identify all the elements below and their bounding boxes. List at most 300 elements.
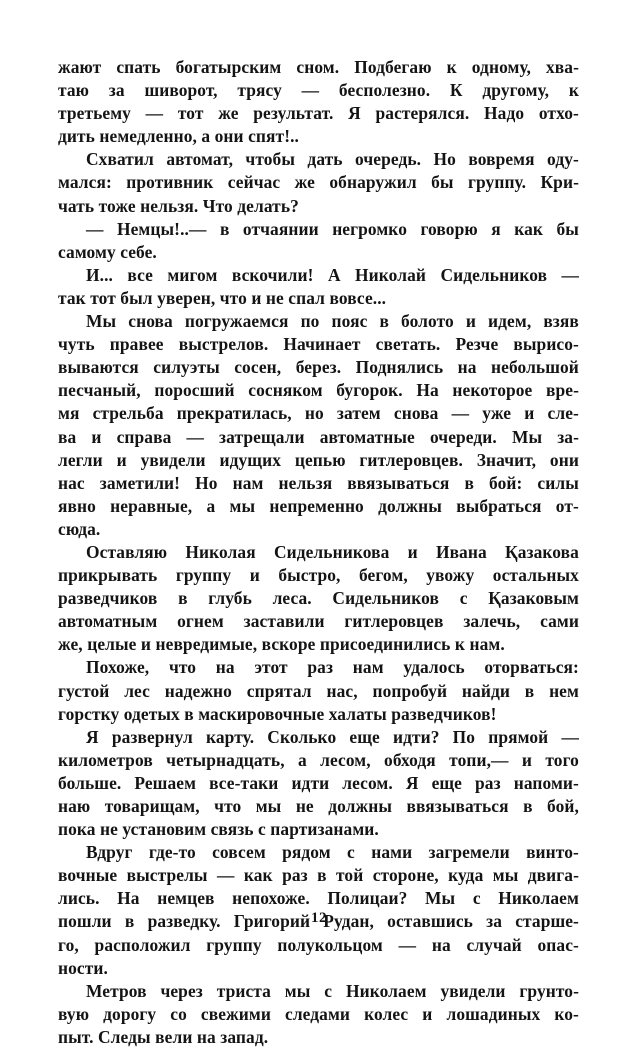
text-line: так тот был уверен, что и не спал вовсе...	[58, 287, 387, 308]
word: Но	[195, 472, 218, 493]
word: заметили!	[99, 472, 181, 493]
word: ввязываться	[347, 472, 450, 493]
word: нас,	[326, 680, 358, 701]
word: разведчиков	[58, 588, 158, 609]
text-line	[58, 356, 579, 379]
word: мы	[492, 865, 519, 886]
word: на	[457, 357, 477, 378]
word: песчаный,	[58, 380, 141, 401]
word: увидели	[140, 449, 206, 470]
word: Сидельников	[332, 588, 440, 609]
word: гитлеровцев	[344, 611, 444, 632]
word: негромко	[332, 218, 407, 239]
word: силы	[537, 472, 579, 493]
paragraph	[58, 310, 579, 541]
word: топи,—	[449, 749, 509, 770]
word: Николая	[185, 541, 256, 562]
text-line	[58, 749, 579, 772]
word: попробуй	[372, 680, 448, 701]
word: мы	[284, 980, 311, 1001]
word: Схватил	[86, 149, 154, 170]
word: —	[86, 218, 104, 239]
word: —	[561, 726, 579, 747]
word: Решаем	[134, 772, 197, 793]
paragraph	[58, 56, 579, 148]
word: По	[452, 726, 476, 747]
word: оду-	[547, 149, 579, 170]
word: и	[91, 426, 102, 447]
word: Резче	[455, 334, 499, 355]
word: выбраться	[456, 495, 542, 516]
word: трясу	[237, 80, 282, 101]
word: они	[549, 449, 579, 470]
word: болото	[401, 311, 454, 332]
text-line	[58, 587, 579, 610]
word: товарищам,	[104, 796, 200, 816]
word: Начинает	[283, 334, 361, 355]
word: правее	[109, 334, 164, 355]
word: группу	[206, 934, 262, 955]
word: стрельба	[92, 403, 164, 424]
word: хва-	[546, 57, 579, 77]
word: но	[304, 403, 324, 424]
word: Надо	[484, 103, 525, 124]
word: мя	[58, 403, 80, 424]
word: а	[297, 749, 307, 770]
word: напоми-	[513, 772, 579, 793]
word: идем,	[488, 311, 532, 332]
word: полукольцом	[277, 934, 383, 955]
word: раз	[307, 657, 334, 678]
word: А	[327, 264, 341, 285]
word: говорю	[420, 218, 478, 239]
word: На	[117, 888, 140, 909]
word: удалось	[403, 657, 465, 678]
word: непременно	[269, 495, 364, 516]
word: расположил	[94, 934, 191, 955]
word: четырнадцать,	[166, 749, 285, 770]
word: за	[108, 80, 125, 101]
text-line	[58, 680, 579, 703]
word: развернул	[111, 726, 193, 747]
paragraph	[58, 148, 579, 217]
word: нас	[58, 472, 85, 493]
word: в	[317, 865, 327, 886]
word: же	[218, 103, 239, 124]
word: выстрелов.	[178, 334, 269, 355]
text-line	[58, 102, 579, 125]
word: Но	[433, 149, 456, 170]
word: глубь	[208, 588, 252, 609]
word: Қазаковым	[488, 588, 579, 609]
word: вую	[58, 1003, 90, 1024]
word: что	[168, 657, 197, 678]
word: и	[116, 449, 127, 470]
word: больше.	[58, 772, 122, 793]
word: прямой	[488, 726, 549, 747]
word: уже	[482, 403, 512, 424]
word: как	[514, 218, 544, 239]
text-line: чать тоже нельзя. Что делать?	[58, 195, 299, 216]
word: снова	[393, 403, 439, 424]
word: немцев	[157, 888, 215, 909]
word: нам	[352, 657, 384, 678]
text-line	[58, 379, 579, 402]
word: нам	[232, 472, 264, 493]
word: сном.	[296, 57, 340, 77]
word: с	[324, 980, 333, 1001]
word: лесом,	[320, 749, 371, 770]
word: прикрывать	[58, 565, 158, 586]
page-number: 12	[311, 910, 327, 926]
word: —	[451, 403, 470, 424]
word: вскочили!	[231, 264, 314, 285]
text-line: пока не установим связь с партизанами.	[58, 819, 379, 840]
word: Метров	[86, 980, 147, 1001]
text-line	[58, 772, 579, 795]
word: Сидельникова	[273, 541, 390, 562]
word: должны	[378, 495, 442, 516]
text-line: горстку одетых в маскировочные халаты разведчиков!	[58, 703, 497, 724]
word: километров	[58, 749, 153, 770]
word: светать.	[375, 334, 441, 355]
word: следами	[285, 1003, 351, 1024]
word: Похоже,	[86, 657, 150, 678]
word: бы	[556, 218, 579, 239]
word: в	[464, 472, 474, 493]
text-line	[58, 218, 579, 241]
word: выстрелы	[126, 865, 208, 886]
word: —	[561, 264, 579, 285]
word: колес	[364, 1003, 409, 1024]
word: неравные,	[110, 495, 193, 516]
word: некоторое	[452, 380, 533, 401]
word: мы	[255, 796, 282, 816]
paragraph	[58, 541, 579, 656]
word: ввязываться	[406, 796, 509, 816]
word: и	[524, 403, 535, 424]
text-line	[58, 1003, 579, 1026]
word: лесом.	[342, 772, 393, 793]
word: обнаружил	[329, 172, 417, 193]
word: отхо-	[538, 103, 579, 124]
word: по	[300, 311, 320, 332]
text-line	[58, 656, 579, 679]
word: и	[521, 749, 533, 770]
text-line: пыт. Следы вели на запад.	[58, 1026, 269, 1047]
word: с	[459, 588, 468, 609]
word: —	[217, 865, 235, 886]
word: богатырским	[175, 57, 282, 77]
word: я	[491, 218, 501, 239]
word: где-то	[148, 842, 196, 863]
word: Поднялись	[355, 357, 444, 378]
word: Подбегаю	[354, 57, 432, 77]
text-line: сюда.	[58, 518, 101, 539]
text-line	[58, 610, 579, 633]
word: дать	[307, 149, 343, 170]
word: Николай	[355, 264, 427, 285]
word: лись.	[58, 888, 100, 909]
text-line	[58, 171, 579, 194]
word: бой:	[489, 472, 523, 493]
word: еще	[349, 726, 380, 747]
text-line: ности.	[58, 957, 108, 978]
word: за-	[557, 426, 579, 447]
word: одному,	[471, 57, 531, 77]
word: двига-	[527, 865, 579, 886]
word: силуэты	[153, 357, 220, 378]
word: автоматные	[319, 426, 415, 447]
word: густой	[58, 680, 110, 701]
word: вре-	[546, 380, 579, 401]
word: этот	[254, 657, 288, 678]
word: все	[127, 264, 153, 285]
word: случай	[466, 934, 522, 955]
word: той	[336, 865, 364, 886]
word: отчаянии	[242, 218, 319, 239]
word: оторваться:	[484, 657, 579, 678]
word: дорогу	[103, 1003, 157, 1024]
text-line	[58, 795, 579, 818]
word: и	[422, 1003, 433, 1024]
word: Ивана	[435, 541, 487, 562]
word: наю	[58, 796, 91, 816]
word: вырисо-	[513, 334, 579, 355]
word: жают	[58, 57, 102, 77]
word: в	[523, 796, 533, 816]
word: легли	[58, 449, 103, 470]
word: На	[416, 380, 439, 401]
word: Григорий	[233, 911, 311, 932]
word: как	[243, 865, 273, 886]
word: гитлеровцев.	[359, 449, 463, 470]
word: —	[301, 80, 320, 101]
paragraph	[58, 264, 579, 310]
text-line	[58, 980, 579, 1003]
word: быстро,	[278, 565, 341, 586]
word: через	[160, 980, 203, 1001]
word: в	[219, 218, 230, 239]
word: спрятал	[246, 680, 312, 701]
word: все-таки	[209, 772, 279, 793]
word: винто-	[526, 842, 579, 863]
word: же	[294, 172, 315, 193]
word: Кри-	[540, 172, 579, 193]
word: в	[178, 588, 188, 609]
word: к	[446, 57, 457, 77]
word: сейчас	[227, 172, 281, 193]
word: —	[145, 103, 164, 124]
word: раз	[475, 772, 501, 793]
word: противник	[126, 172, 214, 193]
word: вываются	[58, 357, 139, 378]
word: группу.	[467, 172, 527, 193]
word: и	[465, 311, 476, 332]
word: с	[347, 842, 355, 863]
word: Қазакова	[505, 541, 579, 562]
word: мигом	[167, 264, 218, 285]
word: сосняком	[248, 380, 323, 401]
word: еще	[431, 772, 462, 793]
word: берез.	[295, 357, 342, 378]
word: небольшой	[491, 357, 579, 378]
word: третьему	[58, 103, 131, 124]
text-line	[58, 310, 579, 333]
word: группу	[175, 565, 232, 586]
word: Оставляю	[86, 541, 168, 562]
text-line	[58, 472, 579, 495]
word: пошли	[58, 911, 112, 932]
text-line	[58, 333, 579, 356]
word: леса.	[272, 588, 312, 609]
word: бесполезно.	[338, 80, 431, 101]
paragraph	[58, 656, 579, 725]
text-line	[58, 841, 579, 864]
word: прекратилась,	[176, 403, 292, 424]
word: результат.	[253, 103, 334, 124]
word: непохоже.	[232, 888, 310, 909]
word: бы	[431, 172, 454, 193]
word: к	[568, 80, 579, 101]
word: сами	[540, 611, 579, 632]
word: цепью	[294, 449, 346, 470]
word: нами	[371, 842, 413, 863]
word: что	[214, 796, 242, 816]
word: Полицаи?	[327, 888, 408, 909]
word: увидели	[440, 980, 506, 1001]
word: —	[398, 934, 417, 955]
text-line	[58, 726, 579, 749]
word: в	[379, 311, 389, 332]
word: на	[431, 934, 451, 955]
text-line	[58, 79, 579, 102]
word: а	[206, 495, 216, 516]
word: автоматным	[58, 611, 158, 632]
word: на	[215, 657, 235, 678]
word: ко-	[554, 1003, 579, 1024]
text-line	[58, 564, 579, 587]
word: затем	[336, 403, 381, 424]
word: сле-	[547, 403, 579, 424]
word: бугорок.	[336, 380, 403, 401]
paragraph	[58, 726, 579, 841]
text-line	[58, 426, 579, 449]
word: автомат,	[166, 149, 234, 170]
paragraph	[58, 980, 579, 1049]
word: Я	[86, 726, 99, 747]
word: идти?	[392, 726, 440, 747]
word: бой,	[547, 796, 579, 816]
word: затрещали	[219, 426, 305, 447]
word: совсем	[212, 842, 266, 863]
word: мы	[229, 495, 256, 516]
word: того	[545, 749, 579, 770]
text-line	[58, 148, 579, 171]
paragraph	[58, 218, 579, 264]
word: Мы	[425, 888, 456, 909]
text-line	[58, 541, 579, 564]
word: триста	[216, 980, 271, 1001]
word: загремели	[428, 842, 510, 863]
word: нем	[549, 680, 579, 701]
word: грунто-	[519, 980, 579, 1001]
word: мался:	[58, 172, 112, 193]
word: идти	[291, 772, 330, 793]
word: взяв	[543, 311, 579, 332]
text-line	[58, 402, 579, 425]
word: свежими	[200, 1003, 271, 1024]
word: оставшись	[387, 911, 473, 932]
word: таю	[58, 80, 90, 101]
word: вочные	[58, 865, 118, 886]
word: —	[186, 426, 204, 447]
word: надежно	[164, 680, 232, 701]
word: поросший	[154, 380, 235, 401]
word: чуть	[58, 334, 95, 355]
word: вовремя	[468, 149, 535, 170]
word: К	[449, 80, 463, 101]
word: Мы	[511, 426, 543, 447]
word: очередь.	[355, 149, 422, 170]
word: погружаемся	[184, 311, 289, 332]
word: стороне,	[372, 865, 439, 886]
word: И...	[86, 264, 113, 285]
word: рядом	[282, 842, 331, 863]
word: бегом,	[358, 565, 408, 586]
word: в	[524, 680, 535, 701]
word: Николаем	[345, 980, 427, 1001]
word: куда	[448, 865, 484, 886]
word: увожу	[426, 565, 475, 586]
word: другому,	[482, 80, 550, 101]
word: старше-	[515, 911, 579, 932]
text-line	[58, 864, 579, 887]
word: спать	[116, 57, 161, 77]
word: сосен,	[234, 357, 282, 378]
word: идущих	[219, 449, 282, 470]
word: с	[472, 888, 481, 909]
word: остальных	[492, 565, 579, 586]
text-line	[58, 264, 579, 287]
text-line: самому себе.	[58, 241, 157, 262]
word: лес	[124, 680, 150, 701]
word: явно	[58, 495, 96, 516]
word: го,	[58, 934, 79, 955]
word: и	[249, 565, 260, 586]
word: Значит,	[476, 449, 537, 470]
word: ва	[58, 426, 77, 447]
text-line	[58, 449, 579, 472]
word: чтобы	[245, 149, 296, 170]
word: не	[295, 796, 314, 816]
page-text-body	[58, 56, 579, 1049]
word: со	[170, 1003, 187, 1024]
word: тот	[177, 103, 204, 124]
word: пояс	[331, 311, 368, 332]
word: Я	[348, 103, 361, 124]
word: шиворот,	[144, 80, 218, 101]
text-line: же, целые и невредимые, вскоре присоединились к нам.	[58, 634, 505, 655]
word: Немцы!..—	[116, 218, 207, 239]
word: залечь,	[463, 611, 521, 632]
word: за	[486, 911, 503, 932]
word: Рудан,	[323, 911, 374, 932]
word: огнем	[177, 611, 224, 632]
word: обходя	[384, 749, 436, 770]
word: справа	[116, 426, 172, 447]
word: очереди.	[429, 426, 497, 447]
